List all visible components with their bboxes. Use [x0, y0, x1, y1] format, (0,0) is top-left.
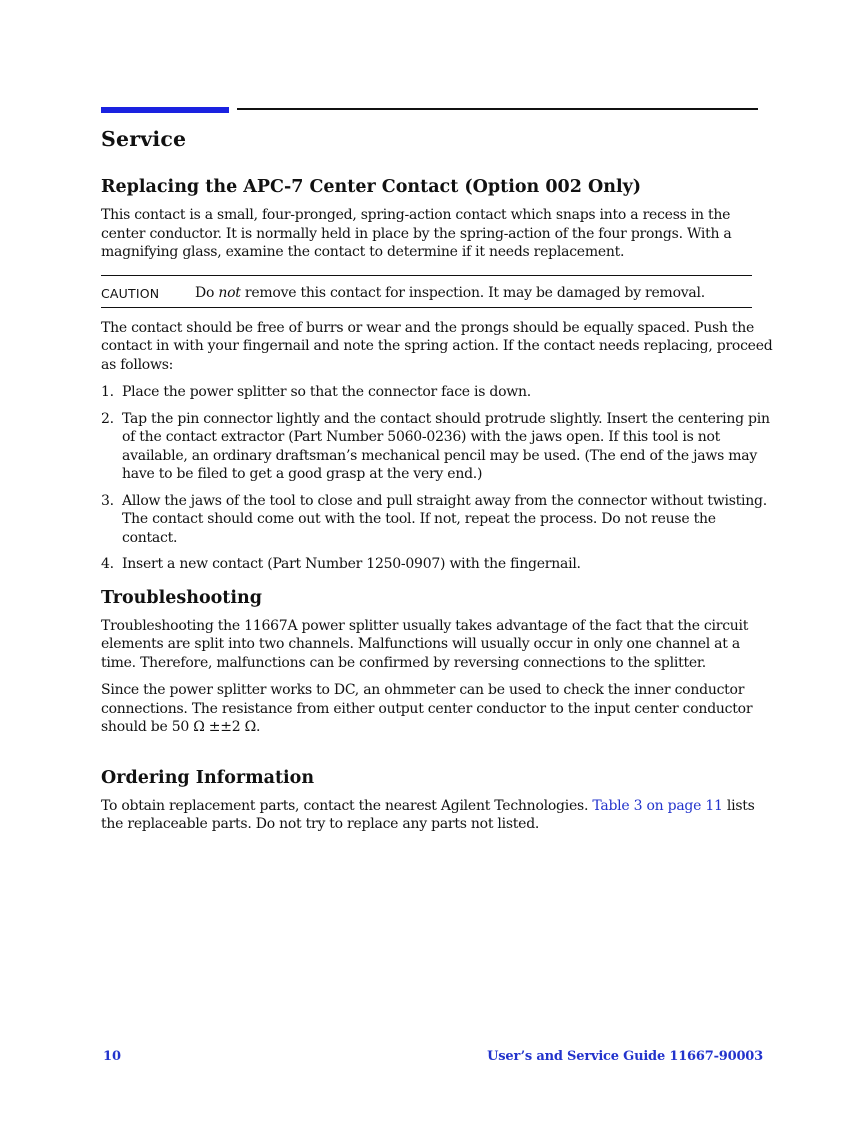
replacing-heading: Replacing the APC-7 Center Contact (Option 002 Only) [101, 177, 642, 197]
troubleshooting-heading: Troubleshooting [101, 587, 262, 608]
caution-label: CAUTION [101, 285, 160, 301]
list-item: 1. Place the power splitter so that the connector face is down. [101, 384, 531, 400]
list-item: 2. Tap the pin connector lightly and the contact should protrude slightly. Insert the centering pin of the contact extractor (Part Number 5060-0236) with the jaws open. If this tool is not available, an ordinary draftsman’s mechanical pencil may be used. (The end of the jaws may have to be filed to get a good grasp at the very end.) [101, 410, 770, 482]
replacing-intro: This contact is a small, four-pronged, spring-action contact which snaps into a recess in the center conductor. It is normally held in place by the spring-action of the four prongs. With a magnifying glass, examine the contact to determine if it needs replacement. [101, 207, 732, 260]
page-content [101, 127, 773, 843]
replacing-body: The contact should be free of burrs or wear and the prongs should be equally spaced. Push the contact in with your fingernail and note the spring action. If the contact needs replacing, proceed as follows: [101, 319, 773, 373]
ordering-paragraph: To obtain replacement parts, contact the nearest Agilent Technologies. Table 3 on page 11 lists the replaceable parts. Do not try to replace any parts not listed. [101, 797, 755, 832]
section-title: Service [101, 127, 187, 151]
table-3-link[interactable]: Table 3 on page 11 [592, 797, 723, 814]
list-item: 3. Allow the jaws of the tool to close and pull straight away from the connector without twisting. The contact should come out with the tool. If not, repeat the process. Do not reuse the contact. [101, 492, 767, 546]
header-rule [237, 108, 758, 110]
caution-emphasis: not [218, 284, 241, 301]
list-item: 4. Insert a new contact (Part Number 1250-0907) with the fingernail. [101, 556, 581, 572]
troubleshooting-paragraph-1: Troubleshooting the 11667A power splitter usually takes advantage of the fact that the circuit elements are split into two channels. Malfunctions will usually occur in only one channel at a time. Therefore, malfunctions can be confirmed by reversing connections to the splitter. [101, 617, 749, 671]
ordering-heading: Ordering Information [101, 767, 315, 788]
procedure-steps [101, 383, 773, 574]
troubleshooting-paragraph-2: Since the power splitter works to DC, an ohmmeter can be used to check the inner conductor connections. The resistance from either output center conductor to the input center conductor should be 50 Ω ±±2 Ω. [101, 682, 753, 735]
caution-text: Do not remove this contact for inspection. It may be damaged by removal. [195, 284, 705, 301]
guide-title: User’s and Service Guide 11667-90003 [487, 1049, 763, 1064]
caution-box [101, 275, 752, 308]
header-accent-bar [101, 107, 229, 113]
page-number: 10 [103, 1049, 122, 1064]
